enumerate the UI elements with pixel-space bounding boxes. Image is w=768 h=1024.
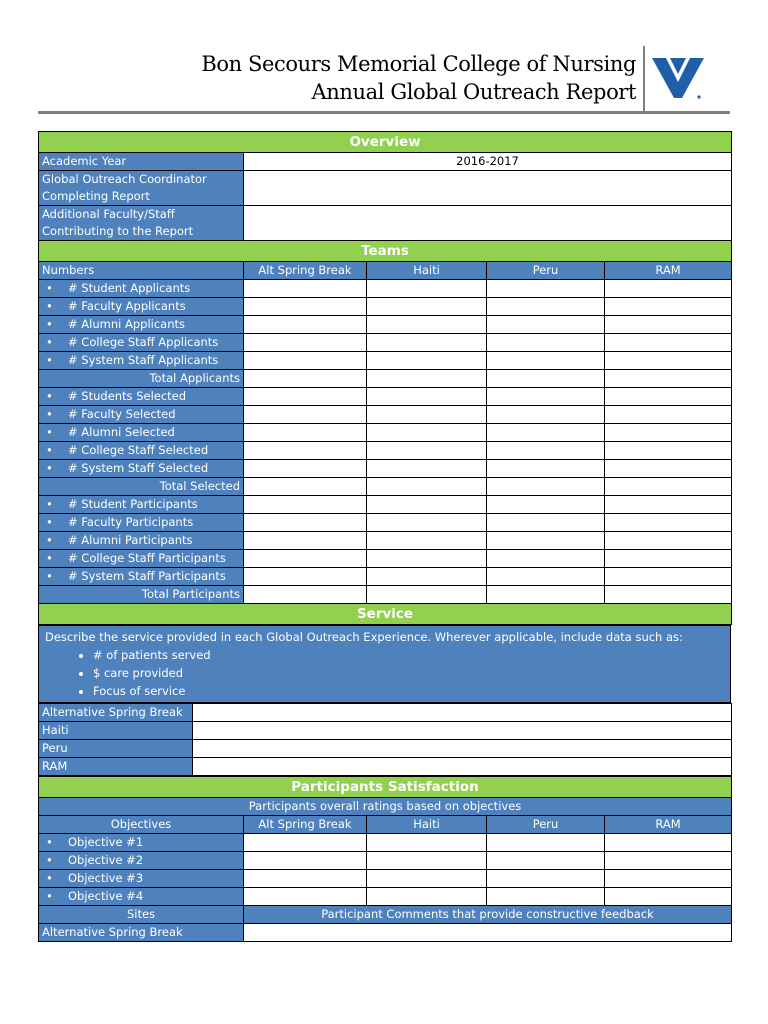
- team-cell-3[interactable]: [605, 280, 732, 298]
- team-cell-2[interactable]: [487, 280, 605, 298]
- service-site-label: Alternative Spring Break: [39, 704, 193, 722]
- service-site-field[interactable]: [193, 704, 732, 722]
- teams-rows: [39, 280, 732, 604]
- satisfaction-title: Participants Satisfaction: [39, 777, 732, 798]
- service-site-field[interactable]: [193, 722, 732, 740]
- row-label: [39, 352, 244, 370]
- service-site-label: Haiti: [39, 722, 193, 740]
- additional-staff-label: Additional Faculty/Staff Contributing to the Report: [39, 206, 244, 241]
- team-cell-2[interactable]: [487, 496, 605, 514]
- team-cell-3[interactable]: [605, 370, 732, 388]
- table-row: [39, 568, 732, 586]
- row-label-text: • # Alumni Selected: [42, 425, 175, 439]
- header-divider: [643, 46, 645, 112]
- row-label: [39, 460, 244, 478]
- report-title: Annual Global Outreach Report: [311, 80, 636, 104]
- table-row: [39, 280, 732, 298]
- row-label-text: • # System Staff Participants: [42, 569, 226, 583]
- service-site-field[interactable]: [193, 758, 732, 776]
- table-row: [39, 406, 732, 424]
- team-cell-0[interactable]: [244, 496, 367, 514]
- team-cell-2[interactable]: [487, 568, 605, 586]
- objective-label-text: • Objective #4: [42, 889, 143, 903]
- team-cell-1[interactable]: [367, 586, 487, 604]
- row-label-text: • # College Staff Selected: [42, 443, 208, 457]
- sat-col-haiti: Haiti: [367, 816, 487, 834]
- team-cell-3[interactable]: [605, 352, 732, 370]
- team-cell-1[interactable]: [367, 460, 487, 478]
- table-row: [39, 334, 732, 352]
- team-cell-0[interactable]: [244, 370, 367, 388]
- team-cell-1[interactable]: [367, 496, 487, 514]
- team-cell-2[interactable]: [487, 532, 605, 550]
- team-cell-3[interactable]: [605, 316, 732, 334]
- team-cell-2[interactable]: [487, 460, 605, 478]
- row-label: [39, 370, 244, 388]
- team-cell-0[interactable]: [244, 316, 367, 334]
- service-title: Service: [39, 604, 732, 625]
- comments-header: Participant Comments that provide constructive feedback: [244, 906, 732, 924]
- team-cell-0[interactable]: [244, 550, 367, 568]
- team-cell-2[interactable]: [487, 316, 605, 334]
- rating-cell-1[interactable]: [367, 870, 487, 888]
- satisfaction-subtitle: Participants overall ratings based on objectives: [39, 798, 732, 816]
- row-label: [39, 478, 244, 496]
- rating-cell-3[interactable]: [605, 852, 732, 870]
- teams-title: Teams: [39, 241, 732, 262]
- team-cell-2[interactable]: [487, 352, 605, 370]
- team-cell-2[interactable]: [487, 478, 605, 496]
- team-cell-0[interactable]: [244, 460, 367, 478]
- row-label-text: • # Students Selected: [42, 389, 186, 403]
- team-cell-1[interactable]: [367, 316, 487, 334]
- header-rule: [38, 111, 730, 114]
- row-label: [39, 586, 244, 604]
- team-cell-1[interactable]: [367, 532, 487, 550]
- team-cell-0[interactable]: [244, 388, 367, 406]
- row-label-text: Total Participants: [141, 587, 240, 601]
- team-cell-1[interactable]: [367, 388, 487, 406]
- service-row: [39, 740, 732, 758]
- row-label: [39, 550, 244, 568]
- team-cell-3[interactable]: [605, 406, 732, 424]
- academic-year-label: Academic Year: [39, 153, 244, 171]
- team-cell-0[interactable]: [244, 352, 367, 370]
- table-row: [39, 370, 732, 388]
- rating-cell-0[interactable]: [244, 852, 367, 870]
- overview-title: Overview: [39, 132, 732, 153]
- service-row: [39, 722, 732, 740]
- objective-row: [39, 852, 732, 870]
- objective-label-text: • Objective #3: [42, 871, 143, 885]
- rating-cell-0[interactable]: [244, 834, 367, 852]
- rating-cell-0[interactable]: [244, 888, 367, 906]
- team-cell-1[interactable]: [367, 370, 487, 388]
- team-cell-0[interactable]: [244, 478, 367, 496]
- objective-label: [39, 834, 244, 852]
- objective-row: [39, 834, 732, 852]
- service-bullet: • $ care provided: [93, 664, 724, 682]
- service-site-field[interactable]: [193, 740, 732, 758]
- team-cell-2[interactable]: [487, 388, 605, 406]
- team-cell-1[interactable]: [367, 298, 487, 316]
- col-ram: RAM: [605, 262, 732, 280]
- table-row: [39, 298, 732, 316]
- service-site-label: RAM: [39, 758, 193, 776]
- coordinator-field[interactable]: [244, 171, 732, 206]
- row-label: [39, 514, 244, 532]
- rating-cell-2[interactable]: [487, 888, 605, 906]
- team-cell-1[interactable]: [367, 514, 487, 532]
- team-cell-1[interactable]: [367, 334, 487, 352]
- service-bullet-list: [45, 646, 724, 700]
- team-cell-0[interactable]: [244, 568, 367, 586]
- team-cell-3[interactable]: [605, 460, 732, 478]
- service-site-label: Peru: [39, 740, 193, 758]
- table-row: [39, 532, 732, 550]
- row-label: [39, 298, 244, 316]
- row-label: [39, 442, 244, 460]
- team-cell-3[interactable]: [605, 388, 732, 406]
- team-cell-2[interactable]: [487, 298, 605, 316]
- rating-cell-3[interactable]: [605, 888, 732, 906]
- team-cell-2[interactable]: [487, 334, 605, 352]
- bon-secours-logo-icon: [650, 52, 706, 102]
- team-cell-1[interactable]: [367, 478, 487, 496]
- col-haiti: Haiti: [367, 262, 487, 280]
- rating-cell-0[interactable]: [244, 870, 367, 888]
- team-cell-2[interactable]: [487, 370, 605, 388]
- team-cell-2[interactable]: [487, 442, 605, 460]
- service-bullet: • Focus of service: [93, 682, 724, 700]
- service-row: [39, 758, 732, 776]
- team-cell-1[interactable]: [367, 280, 487, 298]
- additional-staff-field[interactable]: [244, 206, 732, 241]
- objective-row: [39, 870, 732, 888]
- sites-header: Sites: [39, 906, 244, 924]
- table-row: [39, 514, 732, 532]
- team-cell-3[interactable]: [605, 568, 732, 586]
- row-label-text: • # System Staff Applicants: [42, 353, 218, 367]
- team-cell-1[interactable]: [367, 352, 487, 370]
- report-header: [0, 0, 768, 120]
- team-cell-3[interactable]: [605, 496, 732, 514]
- table-row: [39, 442, 732, 460]
- objective-rows: [39, 834, 732, 906]
- row-label-text: • # Faculty Participants: [42, 515, 193, 529]
- row-label-text: • # College Staff Applicants: [42, 335, 218, 349]
- row-label: [39, 568, 244, 586]
- team-cell-0[interactable]: [244, 442, 367, 460]
- objective-row: [39, 888, 732, 906]
- row-label-text: Total Applicants: [149, 371, 240, 385]
- row-label: [39, 388, 244, 406]
- team-cell-3[interactable]: [605, 424, 732, 442]
- table-row: [39, 424, 732, 442]
- sat-col-alt-spring-break: Alt Spring Break: [244, 816, 367, 834]
- col-alt-spring-break: Alt Spring Break: [244, 262, 367, 280]
- rating-cell-2[interactable]: [487, 870, 605, 888]
- objective-label: [39, 888, 244, 906]
- row-label-text: • # Faculty Applicants: [42, 299, 186, 313]
- row-label: [39, 334, 244, 352]
- row-label-text: • # College Staff Participants: [42, 551, 226, 565]
- service-rows: [39, 704, 732, 776]
- team-cell-3[interactable]: [605, 586, 732, 604]
- objective-label: [39, 852, 244, 870]
- rating-cell-2[interactable]: [487, 852, 605, 870]
- table-row: [39, 586, 732, 604]
- row-label-text: • # Faculty Selected: [42, 407, 176, 421]
- sat-col-ram: RAM: [605, 816, 732, 834]
- team-cell-0[interactable]: [244, 532, 367, 550]
- team-cell-3[interactable]: [605, 532, 732, 550]
- service-row: [39, 704, 732, 722]
- rating-cell-1[interactable]: [367, 834, 487, 852]
- numbers-header: Numbers: [39, 262, 244, 280]
- team-cell-3[interactable]: [605, 442, 732, 460]
- rating-cell-2[interactable]: [487, 834, 605, 852]
- team-cell-0[interactable]: [244, 280, 367, 298]
- objective-label-text: • Objective #1: [42, 835, 143, 849]
- row-label: [39, 406, 244, 424]
- team-cell-1[interactable]: [367, 406, 487, 424]
- row-label-text: Total Selected: [159, 479, 240, 493]
- team-cell-1[interactable]: [367, 550, 487, 568]
- team-cell-3[interactable]: [605, 514, 732, 532]
- site-comment-field[interactable]: [244, 924, 732, 942]
- row-label-text: • # Alumni Applicants: [42, 317, 185, 331]
- team-cell-2[interactable]: [487, 586, 605, 604]
- coordinator-label: Global Outreach Coordinator Completing Report: [39, 171, 244, 206]
- team-cell-1[interactable]: [367, 424, 487, 442]
- team-cell-2[interactable]: [487, 550, 605, 568]
- table-row: [39, 550, 732, 568]
- table-row: [39, 460, 732, 478]
- team-cell-2[interactable]: [487, 424, 605, 442]
- rating-cell-3[interactable]: [605, 870, 732, 888]
- team-cell-3[interactable]: [605, 478, 732, 496]
- academic-year-value[interactable]: 2016-2017: [244, 153, 732, 171]
- row-label-text: • # Student Participants: [42, 497, 198, 511]
- site-label: Alternative Spring Break: [39, 924, 244, 942]
- team-cell-1[interactable]: [367, 442, 487, 460]
- objective-label: [39, 870, 244, 888]
- table-row: [39, 352, 732, 370]
- row-label-text: • # System Staff Selected: [42, 461, 208, 475]
- row-label: [39, 316, 244, 334]
- row-label: [39, 532, 244, 550]
- team-cell-0[interactable]: [244, 406, 367, 424]
- overview-section: [38, 131, 731, 942]
- table-row: [39, 478, 732, 496]
- sat-col-peru: Peru: [487, 816, 605, 834]
- objectives-header: Objectives: [39, 816, 244, 834]
- service-bullet: • # of patients served: [93, 646, 724, 664]
- table-row: [39, 388, 732, 406]
- site-row: [39, 924, 732, 942]
- rating-cell-1[interactable]: [367, 888, 487, 906]
- objective-label-text: • Objective #2: [42, 853, 143, 867]
- col-peru: Peru: [487, 262, 605, 280]
- college-name: Bon Secours Memorial College of Nursing: [201, 52, 636, 76]
- site-rows: [39, 924, 732, 942]
- team-cell-3[interactable]: [605, 298, 732, 316]
- team-cell-3[interactable]: [605, 550, 732, 568]
- team-cell-1[interactable]: [367, 568, 487, 586]
- row-label: [39, 424, 244, 442]
- team-cell-0[interactable]: [244, 298, 367, 316]
- team-cell-2[interactable]: [487, 406, 605, 424]
- rating-cell-3[interactable]: [605, 834, 732, 852]
- table-row: [39, 316, 732, 334]
- team-cell-3[interactable]: [605, 334, 732, 352]
- team-cell-0[interactable]: [244, 424, 367, 442]
- row-label: [39, 280, 244, 298]
- service-description-text: Describe the service provided in each Global Outreach Experience. Wherever applicable, include data such as:: [45, 630, 683, 644]
- team-cell-2[interactable]: [487, 514, 605, 532]
- team-cell-0[interactable]: [244, 514, 367, 532]
- service-description: [38, 625, 731, 703]
- row-label-text: • # Alumni Participants: [42, 533, 193, 547]
- team-cell-0[interactable]: [244, 334, 367, 352]
- table-row: [39, 496, 732, 514]
- team-cell-0[interactable]: [244, 586, 367, 604]
- rating-cell-1[interactable]: [367, 852, 487, 870]
- row-label: [39, 496, 244, 514]
- row-label-text: • # Student Applicants: [42, 281, 190, 295]
